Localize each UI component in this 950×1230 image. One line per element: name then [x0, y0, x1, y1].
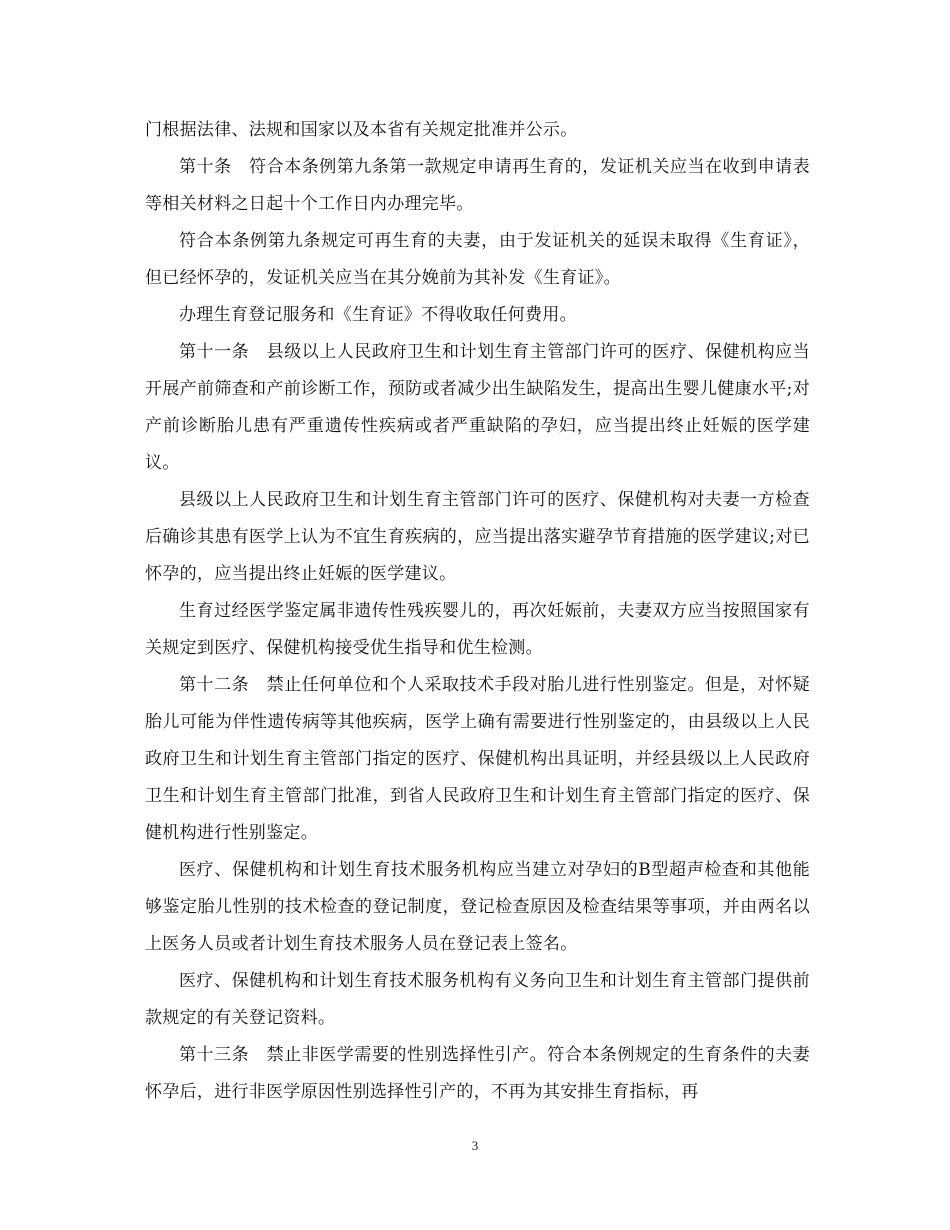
document-body — [145, 112, 810, 1111]
paragraph-2: 符合本条例第九条规定可再生育的夫妻，由于发证机关的延误未取得《生育证》，但已经怀孕的，发证机关应当在其分娩前为其补发《生育证》。 — [145, 231, 810, 288]
paragraph-9: 医疗、保健机构和计划生育技术服务机构有义务向卫生和计划生育主管部门提供前款规定的有关登记资料。 — [145, 971, 810, 1028]
paragraph-article-11: 第十一条 县级以上人民政府卫生和计划生育主管部门许可的医疗、保健机构应当开展产前筛查和产前诊断工作，预防或者减少出生缺陷发生，提高出生婴儿健康水平;对产前诊断胎儿患有严重遗传性疾病或者严重缺陷的孕妇，应当提出终止妊娠的医学建议。 — [145, 342, 810, 473]
paragraph-6: 生育过经医学鉴定属非遗传性残疾婴儿的，再次妊娠前，夫妻双方应当按照国家有关规定到医疗、保健机构接受优生指导和优生检测。 — [145, 601, 810, 658]
page-number: 3 — [471, 1138, 479, 1153]
paragraph-3: 办理生育登记服务和《生育证》不得收取任何费用。 — [179, 305, 577, 325]
paragraph-article-13: 第十三条 禁止非医学需要的性别选择性引产。符合本条例规定的生育条件的夫妻怀孕后，进行非医学原因性别选择性引产的，不再为其安排生育指标，再 — [145, 1045, 810, 1102]
paragraph-8: 医疗、保健机构和计划生育技术服务机构应当建立对孕妇的B型超声检查和其他能够鉴定胎儿性别的技术检查的登记制度，登记检查原因及检查结果等事项，并由两名以上医务人员或者计划生育技术服务人员在登记表上签名。 — [145, 860, 810, 954]
paragraph-article-10: 第十条 符合本条例第九条第一款规定申请再生育的，发证机关应当在收到申请表等相关材料之日起十个工作日内办理完毕。 — [145, 157, 810, 214]
paragraph-5: 县级以上人民政府卫生和计划生育主管部门许可的医疗、保健机构对夫妻一方检查后确诊其患有医学上认为不宜生育疾病的，应当提出落实避孕节育措施的医学建议;对已怀孕的，应当提出终止妊娠的医学建议。 — [145, 490, 810, 584]
paragraph-article-12: 第十二条 禁止任何单位和个人采取技术手段对胎儿进行性别鉴定。但是，对怀疑胎儿可能为伴性遗传病等其他疾病，医学上确有需要进行性别鉴定的，由县级以上人民政府卫生和计划生育主管部门指定的医疗、保健机构出具证明，并经县级以上人民政府卫生和计划生育主管部门批准，到省人民政府卫生和计划生育主管部门指定的医疗、保健机构进行性别鉴定。 — [145, 675, 810, 843]
paragraph-0: 门根据法律、法规和国家以及本省有关规定批准并公示。 — [145, 120, 578, 140]
